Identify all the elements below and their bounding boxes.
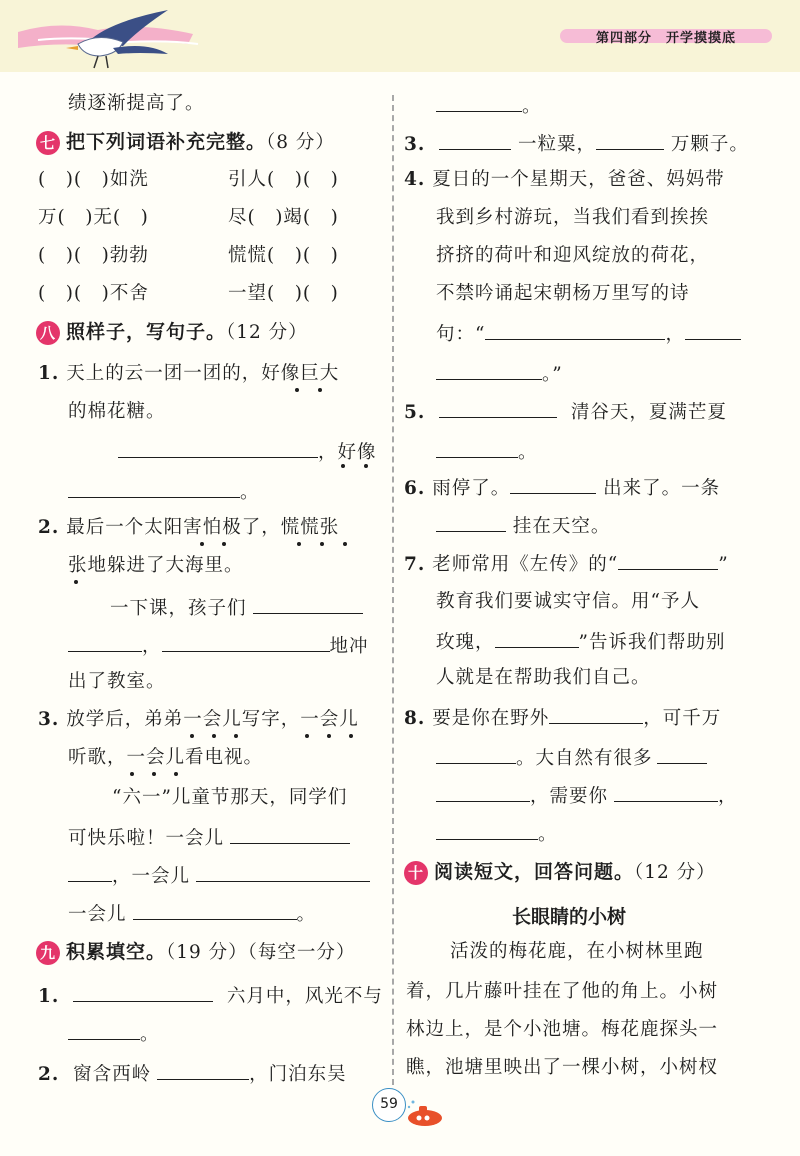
- answer-blank[interactable]: [68, 632, 142, 652]
- emphasis-dot: [222, 542, 226, 546]
- question-number: 6.: [404, 478, 426, 499]
- text-line: 我到乡村游玩，当我们看到挨挨: [436, 207, 710, 228]
- question-text: 放学后，弟弟一会儿写字，一会儿: [66, 709, 359, 730]
- answer-text: 玫瑰，: [436, 632, 495, 653]
- emphasis-dot: [200, 542, 204, 546]
- text-line: 张地躲进了大海里。: [68, 555, 244, 576]
- section-title: 照样子，写句子。: [66, 321, 227, 343]
- question-number: 5.: [404, 402, 426, 423]
- answer-blank[interactable]: [657, 744, 707, 764]
- submarine-icon: [405, 1098, 445, 1128]
- idiom-item: 慌慌( )( ): [228, 245, 339, 266]
- emphasis-dot: [174, 772, 178, 776]
- emphasis-dot: [190, 734, 194, 738]
- question-number: 4.: [404, 169, 426, 190]
- question-text: 雨停了。: [432, 478, 511, 499]
- story-title: 长眼睛的小树: [512, 906, 627, 928]
- idiom-item: 一望( )( ): [228, 283, 339, 304]
- emphasis-dot: [234, 734, 238, 738]
- answer-blank[interactable]: [439, 398, 557, 418]
- text-line: 挤挤的荷叶和迎风绽放的荷花，: [436, 245, 710, 266]
- question-number: 1.: [38, 986, 60, 1007]
- section-badge: 七: [36, 131, 60, 155]
- fill-item-1: [38, 982, 383, 1009]
- answer-text: 。: [240, 482, 260, 503]
- answer-blank[interactable]: [162, 632, 330, 652]
- answer-text: 挂在天空。: [512, 516, 611, 537]
- answer-blank[interactable]: [685, 320, 741, 340]
- text-line: 出了教室。: [68, 671, 166, 692]
- fill-item-3: [404, 130, 749, 157]
- question-text: 要是你在野外: [432, 708, 550, 729]
- answer-blank[interactable]: [157, 1060, 249, 1080]
- answer-blank[interactable]: [436, 438, 518, 458]
- section-badge: 八: [36, 321, 60, 345]
- emphasis-dot: [295, 388, 299, 392]
- answer-text: 。: [140, 1024, 160, 1045]
- text-line: 的棉花糖。: [68, 401, 166, 422]
- answer-text: 一会儿: [68, 904, 127, 925]
- answer-text: ，: [665, 324, 685, 345]
- section-7-heading: [36, 130, 335, 155]
- idiom-item: 万( )无( ): [38, 207, 149, 228]
- fill-item-7: [404, 550, 729, 577]
- answer-line: [68, 478, 260, 505]
- emphasis-dot: [320, 542, 324, 546]
- section-title: 积累填空。: [66, 941, 167, 963]
- section-badge: 十: [404, 861, 428, 885]
- emphasis-dot: [349, 734, 353, 738]
- answer-blank[interactable]: [614, 782, 718, 802]
- question-text: 天上的云一团一团的，好像巨大: [66, 363, 340, 384]
- answer-blank[interactable]: [436, 512, 506, 532]
- section-score: （12 分）: [634, 862, 716, 883]
- question-number: 7.: [404, 554, 426, 575]
- answer-blank[interactable]: [495, 628, 579, 648]
- question-3: [38, 708, 359, 732]
- emphasis-dot: [152, 772, 156, 776]
- answer-blank[interactable]: [439, 130, 511, 150]
- question-text: 老师常用《左传》的“: [432, 554, 619, 575]
- answer-blank[interactable]: [68, 1020, 140, 1040]
- question-text: 万颗子。: [670, 134, 749, 155]
- question-text: 出来了。一条: [603, 478, 721, 499]
- question-1: [38, 362, 339, 386]
- question-text: 最后一个太阳害怕极了，慌慌张: [66, 517, 340, 538]
- question-number: 2.: [38, 517, 60, 538]
- answer-text: 地冲: [329, 636, 369, 657]
- answer-line: [110, 594, 363, 621]
- emphasis-dot: [343, 542, 347, 546]
- question-text: 夏日的一个星期天，爸爸、妈妈带: [432, 169, 725, 190]
- answer-line: [68, 900, 316, 927]
- question-text: 一粒粟，: [517, 134, 596, 155]
- answer-line: [436, 360, 563, 387]
- answer-line: [436, 92, 542, 119]
- fill-item-8: [404, 704, 721, 731]
- fill-item-6: [404, 474, 720, 501]
- question-number: 2.: [38, 1064, 60, 1085]
- idiom-item: ( )( )如洗: [38, 169, 149, 190]
- answer-blank[interactable]: [118, 438, 318, 458]
- question-2: [38, 516, 339, 540]
- answer-line: [436, 744, 707, 771]
- question-text: ，门泊东吴: [249, 1064, 347, 1085]
- question-number: 3.: [404, 134, 426, 155]
- question-text: ”: [718, 554, 729, 575]
- answer-text: 。: [522, 96, 542, 117]
- section-title: 阅读短文，回答问题。: [434, 861, 635, 883]
- text-line: 听歌，一会儿看电视。: [68, 747, 264, 768]
- section-header-text: 第四部分 开学摸摸底: [596, 31, 737, 46]
- answer-blank[interactable]: [436, 782, 530, 802]
- emphasis-dot: [327, 734, 331, 738]
- answer-line: [436, 820, 558, 847]
- story-line: 着，几片藤叶挂在了他的角上。小树: [406, 981, 719, 1002]
- answer-line: [436, 782, 738, 809]
- text-line: “六一”儿童节那天，同学们: [112, 787, 348, 808]
- question-text: 清谷天，夏满芒夏: [570, 402, 727, 423]
- answer-blank[interactable]: [596, 130, 664, 150]
- fill-item-4: [404, 168, 725, 192]
- answer-text: ，一会儿: [112, 866, 191, 887]
- text-line: 教育我们要诚实守信。用“予人: [436, 591, 700, 612]
- section-badge: 九: [36, 941, 60, 965]
- answer-blank[interactable]: [253, 594, 363, 614]
- answer-text: ，: [718, 786, 738, 807]
- answer-blank[interactable]: [230, 824, 350, 844]
- answer-blank[interactable]: [133, 900, 297, 920]
- answer-blank[interactable]: [549, 704, 643, 724]
- answer-blank[interactable]: [618, 550, 718, 570]
- answer-blank[interactable]: [436, 92, 522, 112]
- emphasis-dot: [305, 734, 309, 738]
- answer-text: 。: [296, 904, 317, 925]
- answer-blank[interactable]: [436, 360, 542, 380]
- answer-text: ，: [142, 636, 162, 657]
- answer-text: 。: [538, 824, 558, 845]
- answer-line: [68, 1020, 160, 1047]
- section-10-heading: [404, 860, 716, 885]
- answer-line: [68, 862, 370, 889]
- idiom-item: 引人( )( ): [228, 169, 339, 190]
- idiom-item: ( )( )不舍: [38, 283, 149, 304]
- fill-item-5: [404, 398, 727, 425]
- answer-line: [68, 632, 369, 659]
- answer-blank[interactable]: [510, 474, 596, 494]
- answer-text: 。大自然有很多: [516, 748, 653, 769]
- answer-text: 可快乐啦！一会儿: [68, 828, 225, 849]
- answer-blank[interactable]: [436, 744, 516, 764]
- question-text: 六月中，风光不与: [226, 986, 383, 1007]
- section-9-heading: [36, 940, 355, 965]
- emphasis-dot: [297, 542, 301, 546]
- bird-cloud-illustration: [18, 2, 208, 74]
- answer-text: 句：“: [436, 324, 486, 345]
- answer-text: 。”: [542, 364, 563, 385]
- emphasis-dot: [212, 734, 216, 738]
- answer-text: ”告诉我们帮助别: [578, 632, 726, 653]
- answer-line: [118, 438, 377, 465]
- question-text: ，可千万: [643, 708, 722, 729]
- text-line: 不禁吟诵起宋朝杨万里写的诗: [436, 283, 690, 304]
- text-line: 人就是在帮助我们自己。: [436, 667, 651, 688]
- emphasis-dot: [74, 580, 78, 584]
- section-score: （19 分）（每空一分）: [166, 942, 356, 963]
- emphasis-dot: [130, 772, 134, 776]
- section-title: 把下列词语补充完整。: [66, 131, 267, 153]
- text-line: 绩逐渐提高了。: [68, 93, 205, 114]
- story-line: 活泼的梅花鹿，在小树林里跑: [450, 941, 704, 962]
- answer-blank[interactable]: [68, 478, 240, 498]
- answer-line: [436, 512, 610, 539]
- answer-blank[interactable]: [196, 862, 370, 882]
- section-score: （12 分）: [226, 322, 308, 343]
- question-text: 窗含西岭: [73, 1064, 152, 1085]
- answer-text: ，好像: [318, 442, 377, 463]
- answer-blank[interactable]: [485, 320, 665, 340]
- answer-line: [436, 320, 741, 347]
- answer-text: ，需要你: [530, 786, 609, 807]
- answer-line: [68, 824, 350, 851]
- question-number: 1.: [38, 363, 60, 384]
- emphasis-dot: [364, 464, 368, 468]
- section-score: （8 分）: [266, 132, 335, 153]
- question-number: 8.: [404, 708, 426, 729]
- idiom-item: 尽( )竭( ): [228, 207, 339, 228]
- story-line: 林边上，是个小池塘。梅花鹿探头一: [406, 1019, 719, 1040]
- fill-item-2: [38, 1060, 347, 1087]
- answer-text: 一下课，孩子们: [110, 598, 247, 619]
- answer-blank[interactable]: [73, 982, 213, 1002]
- emphasis-dot: [318, 388, 322, 392]
- answer-line: [436, 628, 725, 655]
- answer-blank[interactable]: [436, 820, 538, 840]
- column-divider: [392, 95, 394, 1085]
- story-line: 瞧，池塘里映出了一棵小树，小树杈: [406, 1057, 719, 1078]
- page-number: 59: [372, 1088, 406, 1122]
- emphasis-dot: [341, 464, 345, 468]
- question-number: 3.: [38, 709, 60, 730]
- page-header: [0, 0, 800, 72]
- answer-text: 。: [518, 442, 538, 463]
- section-8-heading: [36, 320, 308, 345]
- answer-line: [436, 438, 538, 465]
- answer-blank[interactable]: [68, 862, 112, 882]
- idiom-item: ( )( )勃勃: [38, 245, 149, 266]
